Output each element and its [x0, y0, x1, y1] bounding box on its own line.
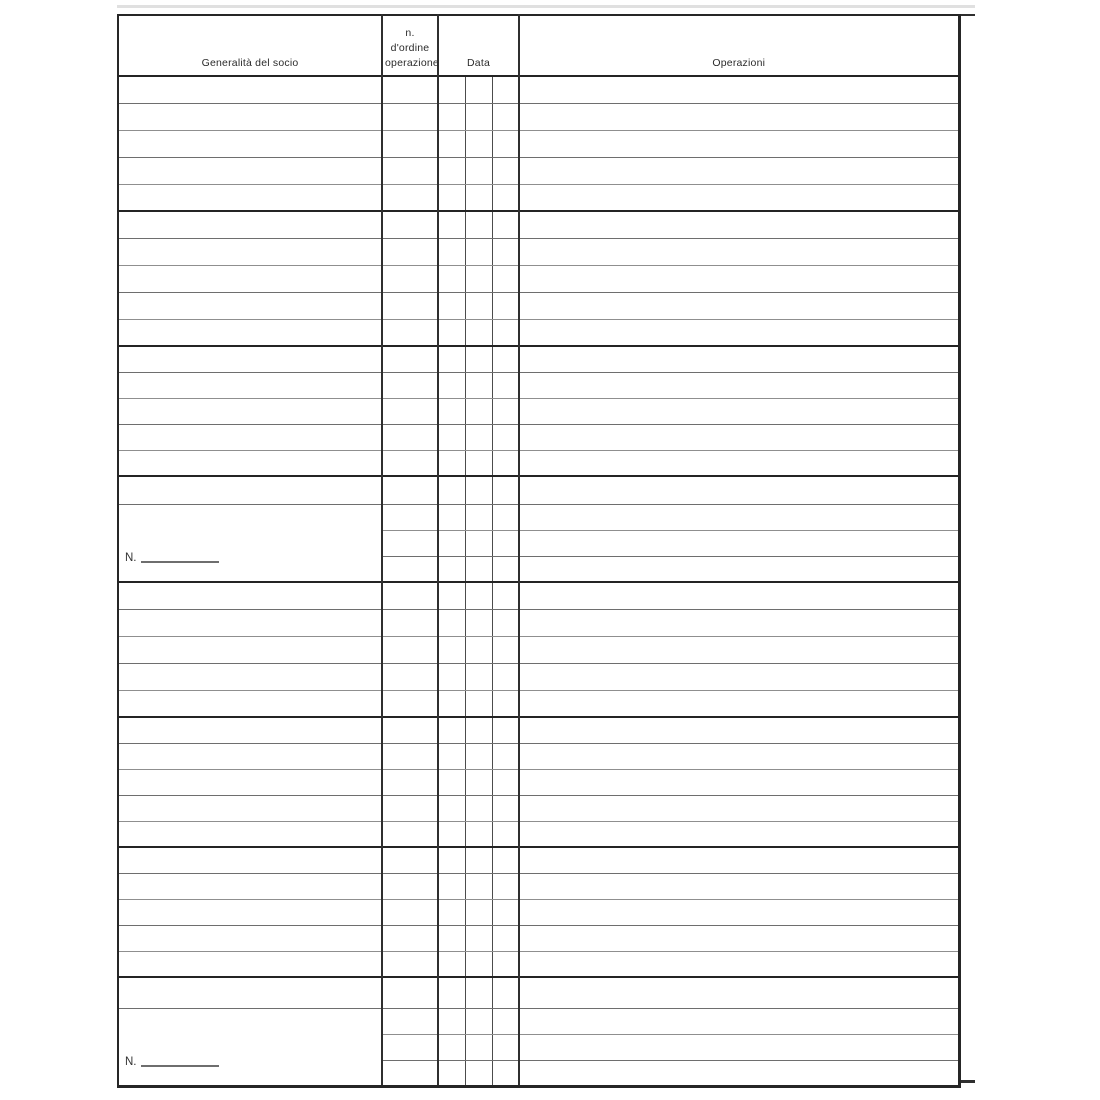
n-number-label [125, 1056, 381, 1068]
cell-order-number [382, 157, 438, 184]
cell-date-month [465, 769, 492, 795]
cell-date-year [492, 238, 519, 265]
cell-date-year [492, 769, 519, 795]
cell-order-number [382, 899, 438, 925]
cell-date-month [465, 450, 492, 476]
n-number-label [125, 552, 381, 564]
entry-rows-section [118, 717, 959, 847]
cell-date-month [465, 211, 492, 238]
cell-operations [519, 873, 959, 899]
cell-operations [519, 609, 959, 636]
table-row [118, 847, 959, 873]
cell-date-year [492, 663, 519, 690]
table-row [118, 372, 959, 398]
cell-operations [519, 424, 959, 450]
cell-operations [519, 530, 959, 556]
cell-date-year [492, 977, 519, 1008]
cell-order-number [382, 663, 438, 690]
cell-date-year [492, 157, 519, 184]
cell-operations [519, 769, 959, 795]
cell-date-day [438, 582, 465, 609]
cell-date-day [438, 476, 465, 504]
cell-date-month [465, 238, 492, 265]
table-row [118, 184, 959, 211]
cell-date-month [465, 690, 492, 717]
cell-order-number [382, 130, 438, 157]
cell-date-day [438, 690, 465, 717]
cell-date-month [465, 873, 492, 899]
cell-operations [519, 346, 959, 372]
cell-member [118, 211, 382, 238]
cell-order-number [382, 717, 438, 743]
cell-order-number [382, 609, 438, 636]
cell-date-day [438, 211, 465, 238]
cell-date-month [465, 609, 492, 636]
cell-date-month [465, 951, 492, 977]
table-row [118, 211, 959, 238]
cell-date-day [438, 238, 465, 265]
cell-date-day [438, 556, 465, 582]
header-line: n. [405, 27, 415, 39]
cell-date-month [465, 265, 492, 292]
cell-operations [519, 821, 959, 847]
cell-order-number [382, 951, 438, 977]
cell-date-year [492, 690, 519, 717]
cell-date-month [465, 157, 492, 184]
cell-date-day [438, 873, 465, 899]
cell-date-year [492, 476, 519, 504]
cell-date-day [438, 530, 465, 556]
n-label-text: N. [125, 1055, 137, 1068]
cell-order-number [382, 582, 438, 609]
cell-date-year [492, 424, 519, 450]
cell-date-month [465, 184, 492, 211]
member-summary-section [118, 476, 959, 582]
cell-date-year [492, 899, 519, 925]
cell-date-day [438, 1060, 465, 1086]
cell-operations [519, 690, 959, 717]
cell-operations [519, 925, 959, 951]
table-row [118, 157, 959, 184]
cell-member [118, 184, 382, 211]
table-row [118, 265, 959, 292]
cell-operations [519, 847, 959, 873]
table-row [118, 346, 959, 372]
cell-operations [519, 76, 959, 103]
cell-date-month [465, 977, 492, 1008]
n-underline [141, 561, 219, 563]
table-row [118, 424, 959, 450]
table-row [118, 76, 959, 103]
cell-date-year [492, 636, 519, 663]
cell-date-day [438, 76, 465, 103]
cell-date-year [492, 530, 519, 556]
cell-date-day [438, 1008, 465, 1034]
cell-date-year [492, 609, 519, 636]
cell-date-month [465, 476, 492, 504]
cell-date-year [492, 1008, 519, 1034]
cell-date-month [465, 556, 492, 582]
cell-date-year [492, 211, 519, 238]
cell-date-day [438, 157, 465, 184]
cell-date-year [492, 372, 519, 398]
cell-operations [519, 292, 959, 319]
cell-order-number [382, 530, 438, 556]
cell-member [118, 821, 382, 847]
table-row [118, 951, 959, 977]
cell-date-year [492, 265, 519, 292]
cell-date-month [465, 424, 492, 450]
column-header-operazioni: Operazioni [712, 57, 766, 69]
cell-order-number [382, 1060, 438, 1086]
cell-member [118, 690, 382, 717]
cell-date-year [492, 504, 519, 530]
cell-date-year [492, 821, 519, 847]
cell-order-number [382, 346, 438, 372]
cell-date-day [438, 265, 465, 292]
table-row [118, 717, 959, 743]
cell-date-day [438, 636, 465, 663]
cell-date-year [492, 873, 519, 899]
cell-order-number [382, 977, 438, 1008]
cell-order-number [382, 450, 438, 476]
cell-operations [519, 319, 959, 346]
table-row [118, 476, 959, 504]
cell-member [118, 76, 382, 103]
column-header-generalita-del-socio: Generalità del socio [118, 15, 382, 76]
cell-member [118, 717, 382, 743]
cell-order-number [382, 504, 438, 530]
cell-member [118, 157, 382, 184]
cell-operations [519, 951, 959, 977]
cell-operations [519, 1060, 959, 1086]
cell-order-number [382, 925, 438, 951]
cell-operations [519, 743, 959, 769]
cell-date-day [438, 717, 465, 743]
cell-date-day [438, 951, 465, 977]
cell-date-day [438, 899, 465, 925]
cell-member [118, 476, 382, 504]
cell-operations [519, 450, 959, 476]
cell-operations [519, 238, 959, 265]
table-row [118, 292, 959, 319]
table-row [118, 130, 959, 157]
cell-date-month [465, 346, 492, 372]
cell-order-number [382, 319, 438, 346]
cell-operations [519, 556, 959, 582]
cell-date-day [438, 292, 465, 319]
cell-date-month [465, 530, 492, 556]
cell-member [118, 372, 382, 398]
table-row [118, 743, 959, 769]
table-row [118, 504, 959, 530]
cell-date-month [465, 504, 492, 530]
cell-date-month [465, 130, 492, 157]
table-row [118, 103, 959, 130]
cell-order-number [382, 211, 438, 238]
member-number-cell [118, 1008, 382, 1086]
table-row [118, 690, 959, 717]
cell-member [118, 103, 382, 130]
cell-order-number [382, 821, 438, 847]
entry-rows-section [118, 847, 959, 977]
column-header-n-ordine-operazione [382, 15, 438, 76]
cell-member [118, 292, 382, 319]
cell-member [118, 398, 382, 424]
cell-operations [519, 1034, 959, 1060]
cell-date-day [438, 743, 465, 769]
cell-operations [519, 476, 959, 504]
cell-date-year [492, 130, 519, 157]
cell-date-year [492, 951, 519, 977]
cell-member [118, 238, 382, 265]
cell-order-number [382, 265, 438, 292]
cell-member [118, 873, 382, 899]
cell-order-number [382, 847, 438, 873]
cell-date-month [465, 925, 492, 951]
cell-date-year [492, 450, 519, 476]
table-row [118, 1008, 959, 1034]
cell-date-day [438, 847, 465, 873]
entry-rows-section [118, 346, 959, 476]
cell-date-year [492, 795, 519, 821]
cell-date-day [438, 130, 465, 157]
cell-order-number [382, 103, 438, 130]
member-number-cell [118, 504, 382, 582]
cell-date-year [492, 1060, 519, 1086]
cell-member [118, 609, 382, 636]
cell-date-day [438, 977, 465, 1008]
cell-order-number [382, 238, 438, 265]
cell-date-day [438, 372, 465, 398]
cell-date-year [492, 103, 519, 130]
cell-date-month [465, 76, 492, 103]
cell-member [118, 951, 382, 977]
cell-operations [519, 717, 959, 743]
cell-order-number [382, 690, 438, 717]
cell-date-year [492, 556, 519, 582]
cell-date-year [492, 925, 519, 951]
cell-member [118, 769, 382, 795]
table-row [118, 769, 959, 795]
cell-date-month [465, 743, 492, 769]
cell-order-number [382, 476, 438, 504]
cell-date-day [438, 184, 465, 211]
member-summary-section [118, 977, 959, 1086]
cell-date-day [438, 795, 465, 821]
cell-date-year [492, 743, 519, 769]
header-row [118, 15, 959, 76]
cell-member [118, 130, 382, 157]
cell-operations [519, 899, 959, 925]
cell-date-year [492, 184, 519, 211]
cell-operations [519, 157, 959, 184]
cell-member [118, 346, 382, 372]
header-line: d'ordine [390, 42, 430, 54]
cell-date-month [465, 398, 492, 424]
cell-date-day [438, 424, 465, 450]
column-header-data: Data [438, 15, 519, 76]
table-row [118, 582, 959, 609]
cell-date-year [492, 1034, 519, 1060]
cell-date-year [492, 346, 519, 372]
cell-member [118, 847, 382, 873]
table-row [118, 636, 959, 663]
cell-operations [519, 1008, 959, 1034]
cell-date-year [492, 319, 519, 346]
cell-date-day [438, 398, 465, 424]
scan-artifact-top [117, 5, 975, 8]
cell-date-month [465, 899, 492, 925]
cell-order-number [382, 424, 438, 450]
cell-date-year [492, 717, 519, 743]
cell-date-month [465, 372, 492, 398]
table-row [118, 450, 959, 476]
cell-date-day [438, 319, 465, 346]
cell-date-day [438, 1034, 465, 1060]
cell-order-number [382, 795, 438, 821]
cell-operations [519, 184, 959, 211]
table-row [118, 925, 959, 951]
cell-operations [519, 663, 959, 690]
cell-date-month [465, 717, 492, 743]
cell-date-month [465, 1060, 492, 1086]
entry-rows-section [118, 76, 959, 211]
entry-rows-section [118, 582, 959, 717]
table-row [118, 398, 959, 424]
cell-date-month [465, 795, 492, 821]
cell-order-number [382, 292, 438, 319]
cell-date-day [438, 769, 465, 795]
cell-date-day [438, 504, 465, 530]
cell-date-day [438, 346, 465, 372]
cell-date-day [438, 103, 465, 130]
cell-date-year [492, 76, 519, 103]
cell-member [118, 636, 382, 663]
cell-date-month [465, 821, 492, 847]
table-header [118, 15, 959, 76]
cell-order-number [382, 743, 438, 769]
cell-date-year [492, 847, 519, 873]
cell-date-year [492, 582, 519, 609]
cell-date-month [465, 319, 492, 346]
cell-operations [519, 372, 959, 398]
cell-date-year [492, 292, 519, 319]
table-row [118, 899, 959, 925]
cell-date-month [465, 636, 492, 663]
cell-order-number [382, 636, 438, 663]
header-line: operazione [385, 57, 439, 69]
cell-member [118, 663, 382, 690]
cell-operations [519, 504, 959, 530]
cell-operations [519, 103, 959, 130]
cell-operations [519, 636, 959, 663]
cell-date-day [438, 821, 465, 847]
table-row [118, 873, 959, 899]
cell-order-number [382, 769, 438, 795]
cell-date-month [465, 582, 492, 609]
cell-member [118, 899, 382, 925]
cell-member [118, 265, 382, 292]
cell-date-month [465, 663, 492, 690]
table-row [118, 238, 959, 265]
cell-member [118, 582, 382, 609]
cell-date-year [492, 398, 519, 424]
cell-member [118, 795, 382, 821]
cell-date-day [438, 450, 465, 476]
n-label-text: N. [125, 552, 137, 564]
cell-member [118, 424, 382, 450]
table-row [118, 609, 959, 636]
cell-member [118, 743, 382, 769]
cell-member [118, 319, 382, 346]
cell-date-month [465, 1034, 492, 1060]
table-row [118, 319, 959, 346]
cell-order-number [382, 1008, 438, 1034]
table-row [118, 977, 959, 1008]
cell-order-number [382, 398, 438, 424]
cell-operations [519, 130, 959, 157]
cell-operations [519, 211, 959, 238]
cell-operations [519, 795, 959, 821]
table-row [118, 663, 959, 690]
cell-order-number [382, 76, 438, 103]
cell-date-month [465, 1008, 492, 1034]
table-row [118, 821, 959, 847]
cell-date-month [465, 292, 492, 319]
cell-date-month [465, 847, 492, 873]
register-table [117, 14, 961, 1088]
cell-member [118, 450, 382, 476]
cell-operations [519, 582, 959, 609]
n-underline [141, 1065, 219, 1067]
cell-order-number [382, 873, 438, 899]
cell-date-month [465, 103, 492, 130]
cell-order-number [382, 556, 438, 582]
cell-date-day [438, 663, 465, 690]
cell-operations [519, 265, 959, 292]
table-row [118, 795, 959, 821]
cell-date-day [438, 925, 465, 951]
cell-order-number [382, 372, 438, 398]
cell-member [118, 925, 382, 951]
cell-order-number [382, 1034, 438, 1060]
cell-date-day [438, 609, 465, 636]
cell-order-number [382, 184, 438, 211]
cell-operations [519, 398, 959, 424]
cell-operations [519, 977, 959, 1008]
cell-member [118, 977, 382, 1008]
entry-rows-section [118, 211, 959, 346]
